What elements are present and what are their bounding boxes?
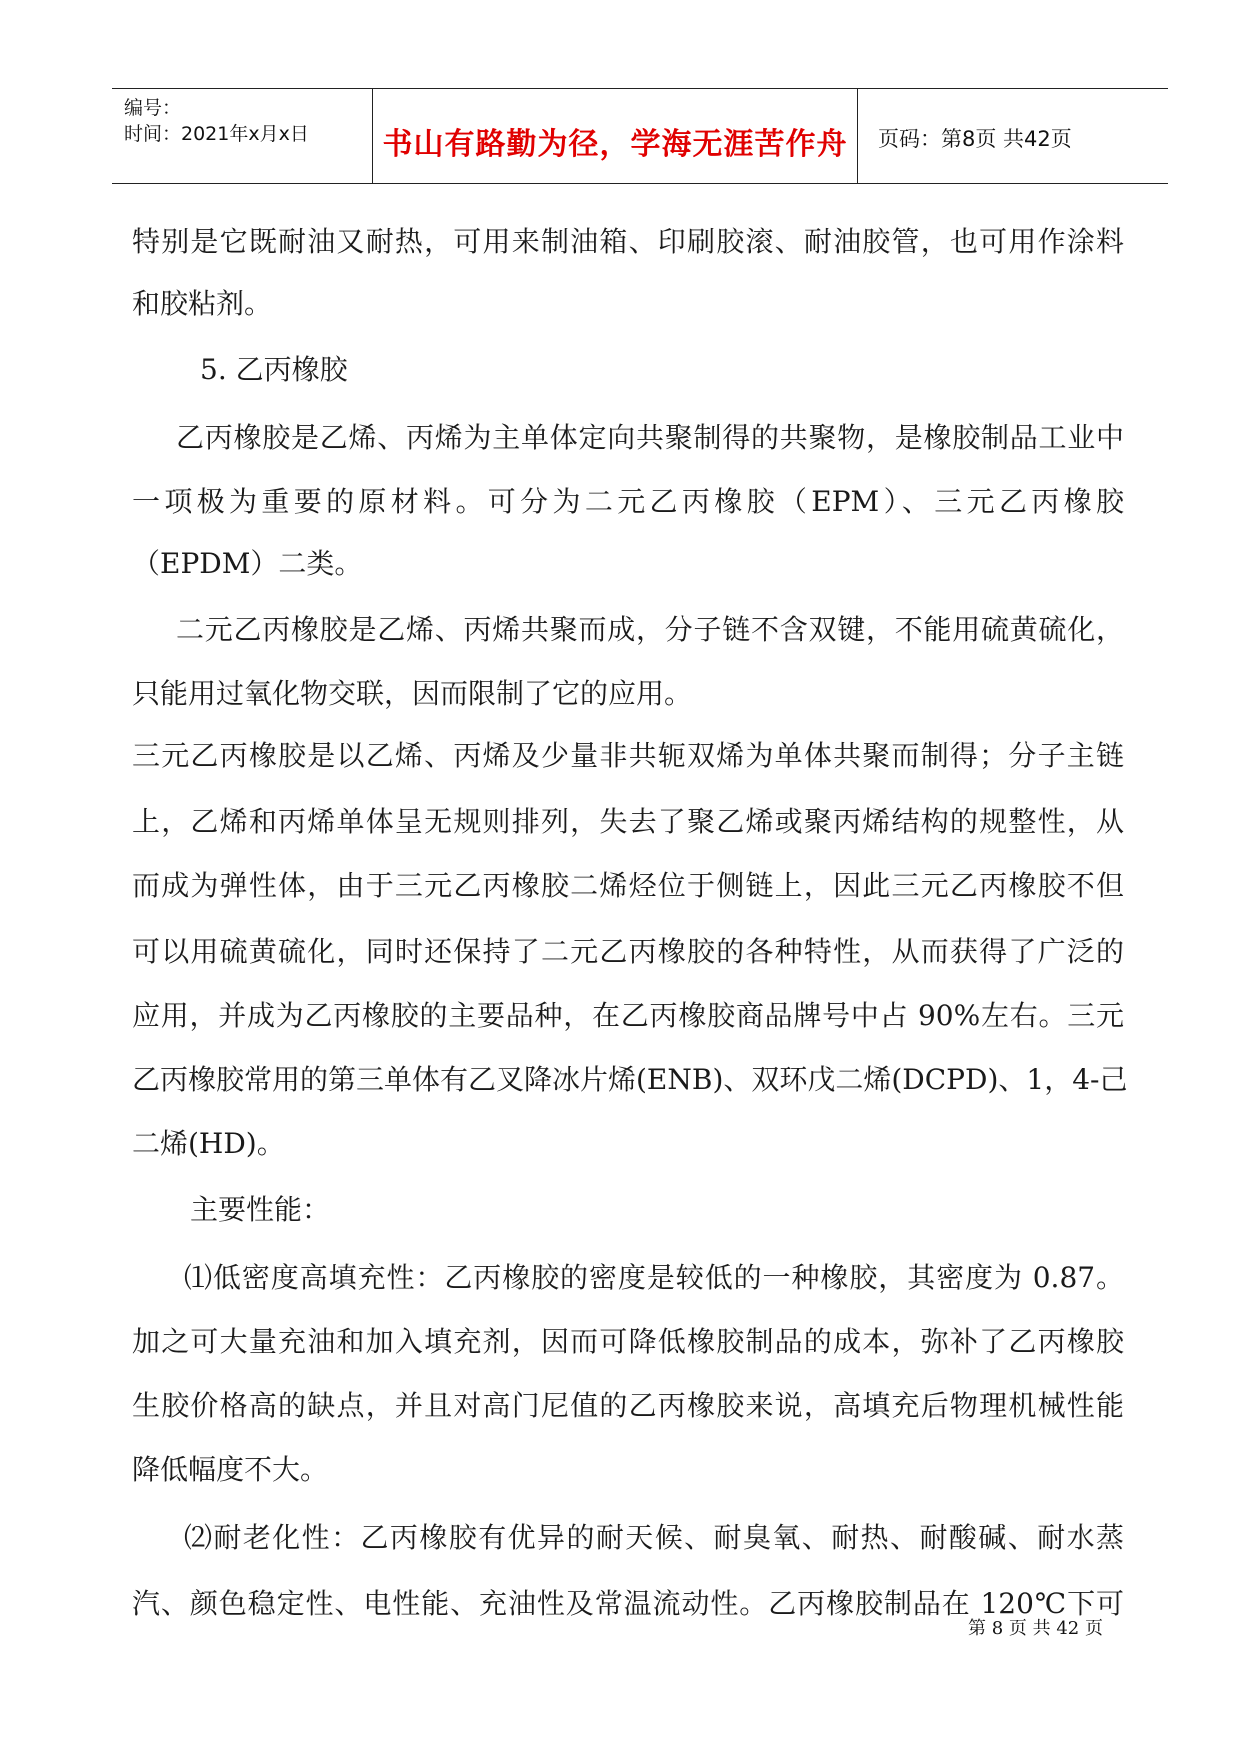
body-line: （EPDM）二类。 [132, 547, 363, 580]
body-line: 加之可大量充油和加入填充剂，因而可降低橡胶制品的成本，弥补了乙丙橡胶 [132, 1325, 1124, 1358]
page-footer: 第 8 页 共 42 页 [968, 1618, 1103, 1639]
body-line: 降低幅度不大。 [132, 1453, 329, 1486]
body-line: 一项极为重要的原材料。可分为二元乙丙橡胶（EPM）、三元乙丙橡胶 [132, 485, 1124, 518]
body-line: 二烯(HD)。 [132, 1127, 285, 1160]
body-line: 生胶价格高的缺点，并且对高门尼值的乙丙橡胶来说，高填充后物理机械性能 [132, 1389, 1124, 1422]
body-line: 乙丙橡胶是乙烯、丙烯为主单体定向共聚制得的共聚物，是橡胶制品工业中 [176, 421, 1124, 454]
body-line: ⑴低密度高填充性：乙丙橡胶的密度是较低的一种橡胶，其密度为 0.87。 [184, 1261, 1124, 1294]
body-line: 和胶粘剂。 [132, 287, 273, 320]
header-page-cell [858, 89, 1168, 183]
body-line: ⑵耐老化性：乙丙橡胶有优异的耐天候、耐臭氧、耐热、耐酸碱、耐水蒸 [184, 1521, 1124, 1554]
body-line: 二元乙丙橡胶是乙烯、丙烯共聚而成，分子链不含双键，不能用硫黄硫化， [176, 613, 1124, 646]
page-header [112, 88, 1168, 184]
section-heading: 5. 乙丙橡胶 [200, 353, 348, 386]
body-line: 应用，并成为乙丙橡胶的主要品种，在乙丙橡胶商品牌号中占 90%左右。三元 [132, 999, 1124, 1032]
document-time-label: 时间：2021年x月x日 [124, 123, 309, 145]
body-line: 只能用过氧化物交联，因而限制了它的应用。 [132, 677, 693, 710]
body-line: 特别是它既耐油又耐热，可用来制油箱、印刷胶滚、耐油胶管，也可用作涂料 [132, 225, 1124, 258]
header-page-info: 页码：第8页 共42页 [878, 127, 1072, 151]
body-line: 上，乙烯和丙烯单体呈无规则排列，失去了聚乙烯或聚丙烯结构的规整性，从 [132, 805, 1124, 838]
subheading: 主要性能： [190, 1193, 331, 1226]
header-motto-cell [372, 89, 858, 183]
header-motto: 书山有路勤为径，学海无涯苦作舟 [382, 127, 848, 162]
body-line: 汽、颜色稳定性、电性能、充油性及常温流动性。乙丙橡胶制品在 120℃下可 [132, 1587, 1124, 1620]
body-line: 可以用硫黄硫化，同时还保持了二元乙丙橡胶的各种特性，从而获得了广泛的 [132, 935, 1124, 968]
header-left-cell [112, 89, 372, 183]
body-line: 而成为弹性体，由于三元乙丙橡胶二烯烃位于侧链上，因此三元乙丙橡胶不但 [132, 869, 1124, 902]
body-line: 乙丙橡胶常用的第三单体有乙叉降冰片烯(ENB)、双环戊二烯(DCPD)、1，4-己 [132, 1063, 1128, 1096]
document-number-label: 编号： [124, 97, 182, 119]
body-line: 三元乙丙橡胶是以乙烯、丙烯及少量非共轭双烯为单体共聚而制得；分子主链 [132, 739, 1124, 772]
